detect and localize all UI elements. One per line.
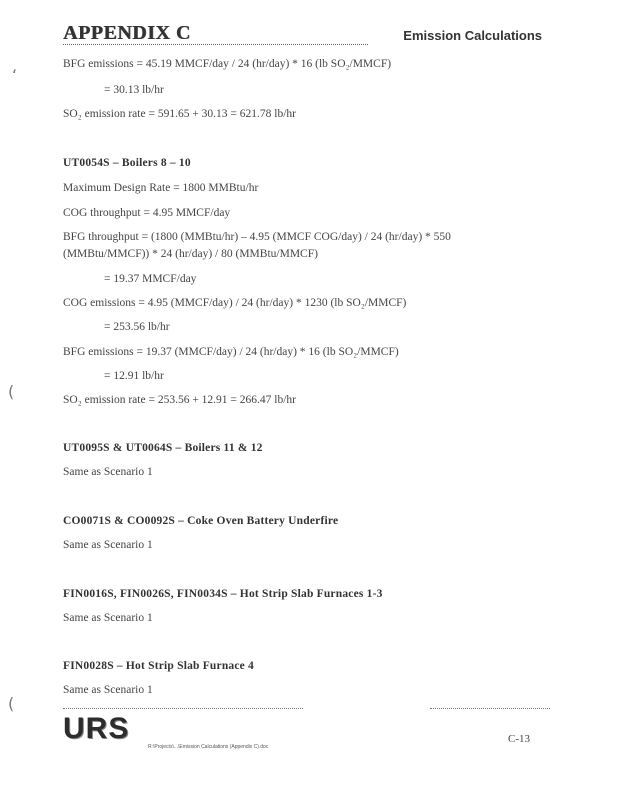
margin-mark: ʻ	[12, 66, 18, 85]
unit-heading: CO0071S & CO0092S – Coke Oven Battery Underfire	[63, 515, 339, 527]
margin-mark: (	[8, 694, 15, 713]
unit-heading: UT0095S & UT0064S – Boilers 11 & 12	[63, 442, 263, 454]
calc-line: Same as Scenario 1	[63, 684, 153, 696]
margin-mark: (	[8, 382, 15, 401]
unit-heading: FIN0016S, FIN0026S, FIN0034S – Hot Strip Slab Furnaces 1-3	[63, 588, 383, 600]
calc-line: SO₂ emission rate = 253.56 + 12.91 = 266.47 lb/hr	[63, 394, 297, 406]
calc-line: BFG emissions = 45.19 MMCF/day / 24 (hr/day) * 16 (lb SO₂/MMCF)	[63, 58, 392, 70]
page-number: C-13	[508, 733, 530, 745]
calc-line: = 19.37 MMCF/day	[104, 273, 197, 285]
calc-line: = 253.56 lb/hr	[104, 321, 170, 333]
appendix-heading: APPENDIX C	[63, 22, 191, 44]
header-divider	[63, 44, 368, 45]
footer-file-path: R:\Projects\...\Emission Calculations (Appendix C).doc	[148, 744, 269, 750]
section-title: Emission Calculations	[403, 28, 542, 43]
calc-line: = 30.13 lb/hr	[104, 84, 164, 96]
calc-line: Same as Scenario 1	[63, 466, 153, 478]
unit-heading: FIN0028S – Hot Strip Slab Furnace 4	[63, 660, 255, 672]
calc-line: BFG throughput = (1800 (MMBtu/hr) – 4.95 (MMCF COG/day) / 24 (hr/day) * 550	[63, 231, 451, 243]
calc-line: SO₂ emission rate = 591.65 + 30.13 = 621.78 lb/hr	[63, 108, 297, 120]
calc-line: Maximum Design Rate = 1800 MMBtu/hr	[63, 182, 259, 194]
calc-line: COG emissions = 4.95 (MMCF/day) / 24 (hr/day) * 1230 (lb SO₂/MMCF)	[63, 297, 407, 309]
calc-line: BFG emissions = 19.37 (MMCF/day) / 24 (hr/day) * 16 (lb SO₂/MMCF)	[63, 346, 399, 358]
calc-line: (MMBtu/MMCF)) * 24 (hr/day) / 80 (MMBtu/MMCF)	[63, 248, 318, 260]
footer-divider	[63, 708, 303, 709]
calc-line: Same as Scenario 1	[63, 539, 153, 551]
urs-logo: URS	[63, 712, 130, 745]
unit-heading: UT0054S – Boilers 8 – 10	[63, 157, 191, 169]
calc-line: Same as Scenario 1	[63, 612, 153, 624]
calc-line: = 12.91 lb/hr	[104, 370, 164, 382]
calc-line: COG throughput = 4.95 MMCF/day	[63, 207, 231, 219]
footer-divider	[430, 708, 550, 709]
